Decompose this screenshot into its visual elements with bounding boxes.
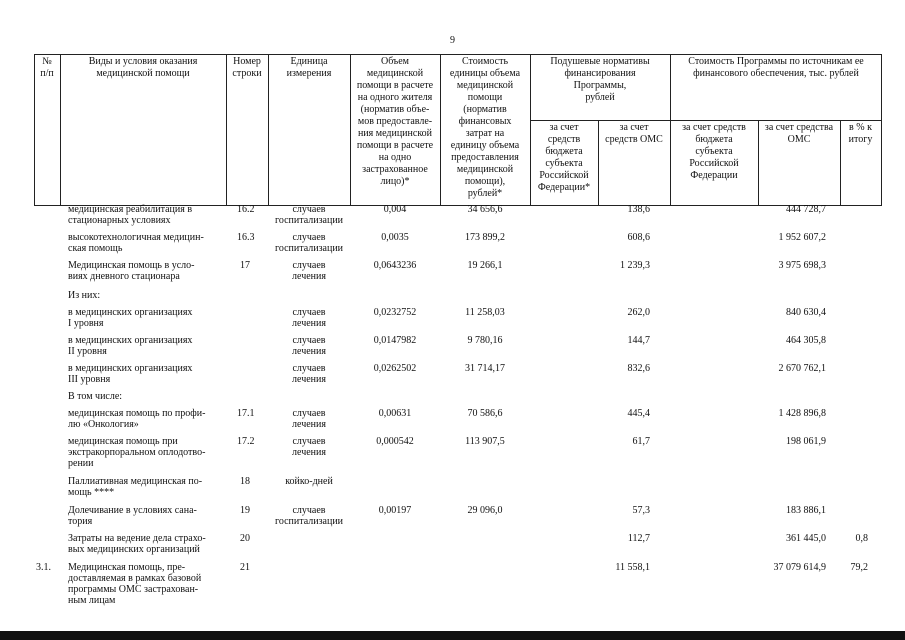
table-row [68,436,220,469]
header-pc-oms: за счет средств ОМС [605,122,663,145]
row-unit: случаев лечения [292,436,326,458]
row-unit: случаев лечения [292,408,326,430]
row-pc-oms: 138,6 [627,204,650,215]
row-volume: 0,0147982 [373,335,417,346]
row-name: ская помощь [68,243,123,254]
row-pc-oms: 57,3 [632,505,650,516]
header-per-capita: Подушевые нормативы финансирования Программы, рублей [550,56,650,103]
row-name: вых медицинских организаций [68,544,200,555]
row-name: Медицинская помощь, пре- [68,562,186,573]
table-row [68,260,220,282]
table-row [68,307,220,329]
row-cost: 31 714,17 [465,363,505,374]
row-name: высокотехнологичная медицин- [68,232,204,243]
row-number: 16.2 [237,204,255,215]
header-pc-budget: за счет средств бюджета субъекта Российской Федерации* [537,122,591,193]
row-name: мощь **** [68,487,115,498]
row-cost-oms: 1 952 607,2 [778,232,826,243]
row-name: медицинская помощь по профи- [68,408,206,419]
table-row [68,232,220,254]
row-name: тория [68,516,93,527]
row-unit: случаев лечения [292,363,326,385]
table-row [68,363,220,385]
table-row [68,505,220,527]
row-cost-oms: 183 886,1 [786,505,826,516]
row-pc-oms: 832,6 [627,363,650,374]
row-volume: 0,0643236 [373,260,417,271]
row-name: в медицинских организациях [68,363,193,374]
row-number: 20 [240,533,250,544]
table-row [68,408,220,430]
row-pc-oms: 61,7 [632,436,650,447]
header-cost-oms: за счет средства ОМС [764,122,834,145]
row-cost-oms: 361 445,0 [786,533,826,544]
row-cost-oms: 444 728,7 [786,204,826,215]
row-cost: 19 266,1 [467,260,503,271]
row-cost: 9 780,16 [467,335,503,346]
row-pc-oms: 608,6 [627,232,650,243]
row-volume: 0,000542 [376,436,414,447]
row-pc-oms: 262,0 [627,307,650,318]
row-number: 21 [240,562,250,573]
header-unit: Единица измерения [286,56,332,79]
row-name: Долечивание в условиях сана- [68,505,197,516]
row-number: 17.2 [237,436,255,447]
row-unit: койко-дней [285,476,333,487]
header-volume: Объем медицинской помощи в расчете на одного жителя (норматив объе- мов предоставле- ния медицинской помощи в расчете на одно застрахованное лицо)* [356,56,434,187]
row-cost-oms: 3 975 698,3 [778,260,826,271]
row-cost: 34 656,6 [467,204,503,215]
row-cost: 70 586,6 [467,408,503,419]
row-cost: 11 258,03 [465,307,505,318]
row-unit: случаев госпитализации [274,505,344,527]
table-row [68,204,220,226]
row-cost-oms: 1 428 896,8 [778,408,826,419]
header-kinds: Виды и условия оказания медицинской помощи [88,56,198,79]
row-volume: 0,0262502 [373,363,417,374]
row-unit: случаев госпитализации [274,232,344,254]
row-name: Паллиативная медицинская по- [68,476,203,487]
row-cost-oms: 198 061,9 [786,436,826,447]
row-number: 18 [240,476,250,487]
row-unit: случаев лечения [292,335,326,357]
row-volume: 0,00631 [378,408,412,419]
row-pc-oms: 445,4 [627,408,650,419]
header-cost: Стоимость единицы объема медицинской помощи (норматив финансовых затрат на единицу объема предоставления медицинской помощи), рублей* [449,56,521,199]
table-row [68,533,220,555]
row-volume: 0,0035 [381,232,409,243]
row-number: 16.3 [237,232,255,243]
row-name: III уровня [68,374,111,385]
row-number: 17.1 [237,408,255,419]
row-name: I уровня [68,318,104,329]
row-volume: 0,0232752 [373,307,417,318]
row-volume: 0,004 [383,204,407,215]
row-number: 19 [240,505,250,516]
row-name: экстракорпоральном оплодотво- [68,447,206,458]
row-name: в медицинских организациях [68,307,193,318]
row-pc-oms: 1 239,3 [620,260,650,271]
row-name: ным лицам [68,595,116,606]
row-name: Медицинская помощь в усло- [68,260,195,271]
row-unit: случаев лечения [292,260,326,282]
row-name: рении [68,458,94,469]
header-program-cost: Стоимость Программы по источникам ее финансового обеспечения, тыс. рублей [688,56,864,79]
row-name: Затраты на ведение дела страхо- [68,533,206,544]
row-name: виях дневного стационара [68,271,180,282]
row-cost-oms: 37 079 614,9 [773,562,826,573]
header-cost-pct: в % к итогу [848,122,873,145]
row-name: II уровня [68,346,107,357]
row-pc-oms: 144,7 [627,335,650,346]
row-name: стационарных условиях [68,215,171,226]
row-volume: 0,00197 [378,505,412,516]
row-name: в медицинских организациях [68,335,193,346]
row-cost-oms: 464 305,8 [786,335,826,346]
row-name: медицинская помощь при [68,436,178,447]
page-number: 9 [450,35,455,46]
row-cost-oms: 2 670 762,1 [778,363,826,374]
table-row [68,562,220,606]
header-num: № п/п [40,56,54,79]
row-cost-oms: 840 630,4 [786,307,826,318]
row-name: доставляемая в рамках базовой [68,573,202,584]
table-row [68,476,220,498]
row-cost: 29 096,0 [467,505,503,516]
row-pc-oms: 11 558,1 [615,562,650,573]
row-number: 17 [240,260,250,271]
table-row [68,335,220,357]
row-name: Из них: [68,290,101,301]
row-name: В том числе: [68,391,123,402]
row-name: программы ОМС застрахован- [68,584,199,595]
row-name: медицинская реабилитация в [68,204,193,215]
row-name: лю «Онкология» [68,419,139,430]
row-cost: 113 907,5 [465,436,505,447]
row-num: 3.1. [36,562,51,573]
header-row-number: Номер строки [232,56,262,79]
row-cost: 173 899,2 [465,232,505,243]
scan-bottom-edge [0,631,905,640]
row-unit: случаев госпитализации [274,204,344,226]
row-pct: 0,8 [855,533,868,544]
row-pct: 79,2 [850,562,868,573]
row-unit: случаев лечения [292,307,326,329]
row-pc-oms: 112,7 [627,533,650,544]
header-cost-budget: за счет средств бюджета субъекта Российской Федерации [682,122,746,181]
